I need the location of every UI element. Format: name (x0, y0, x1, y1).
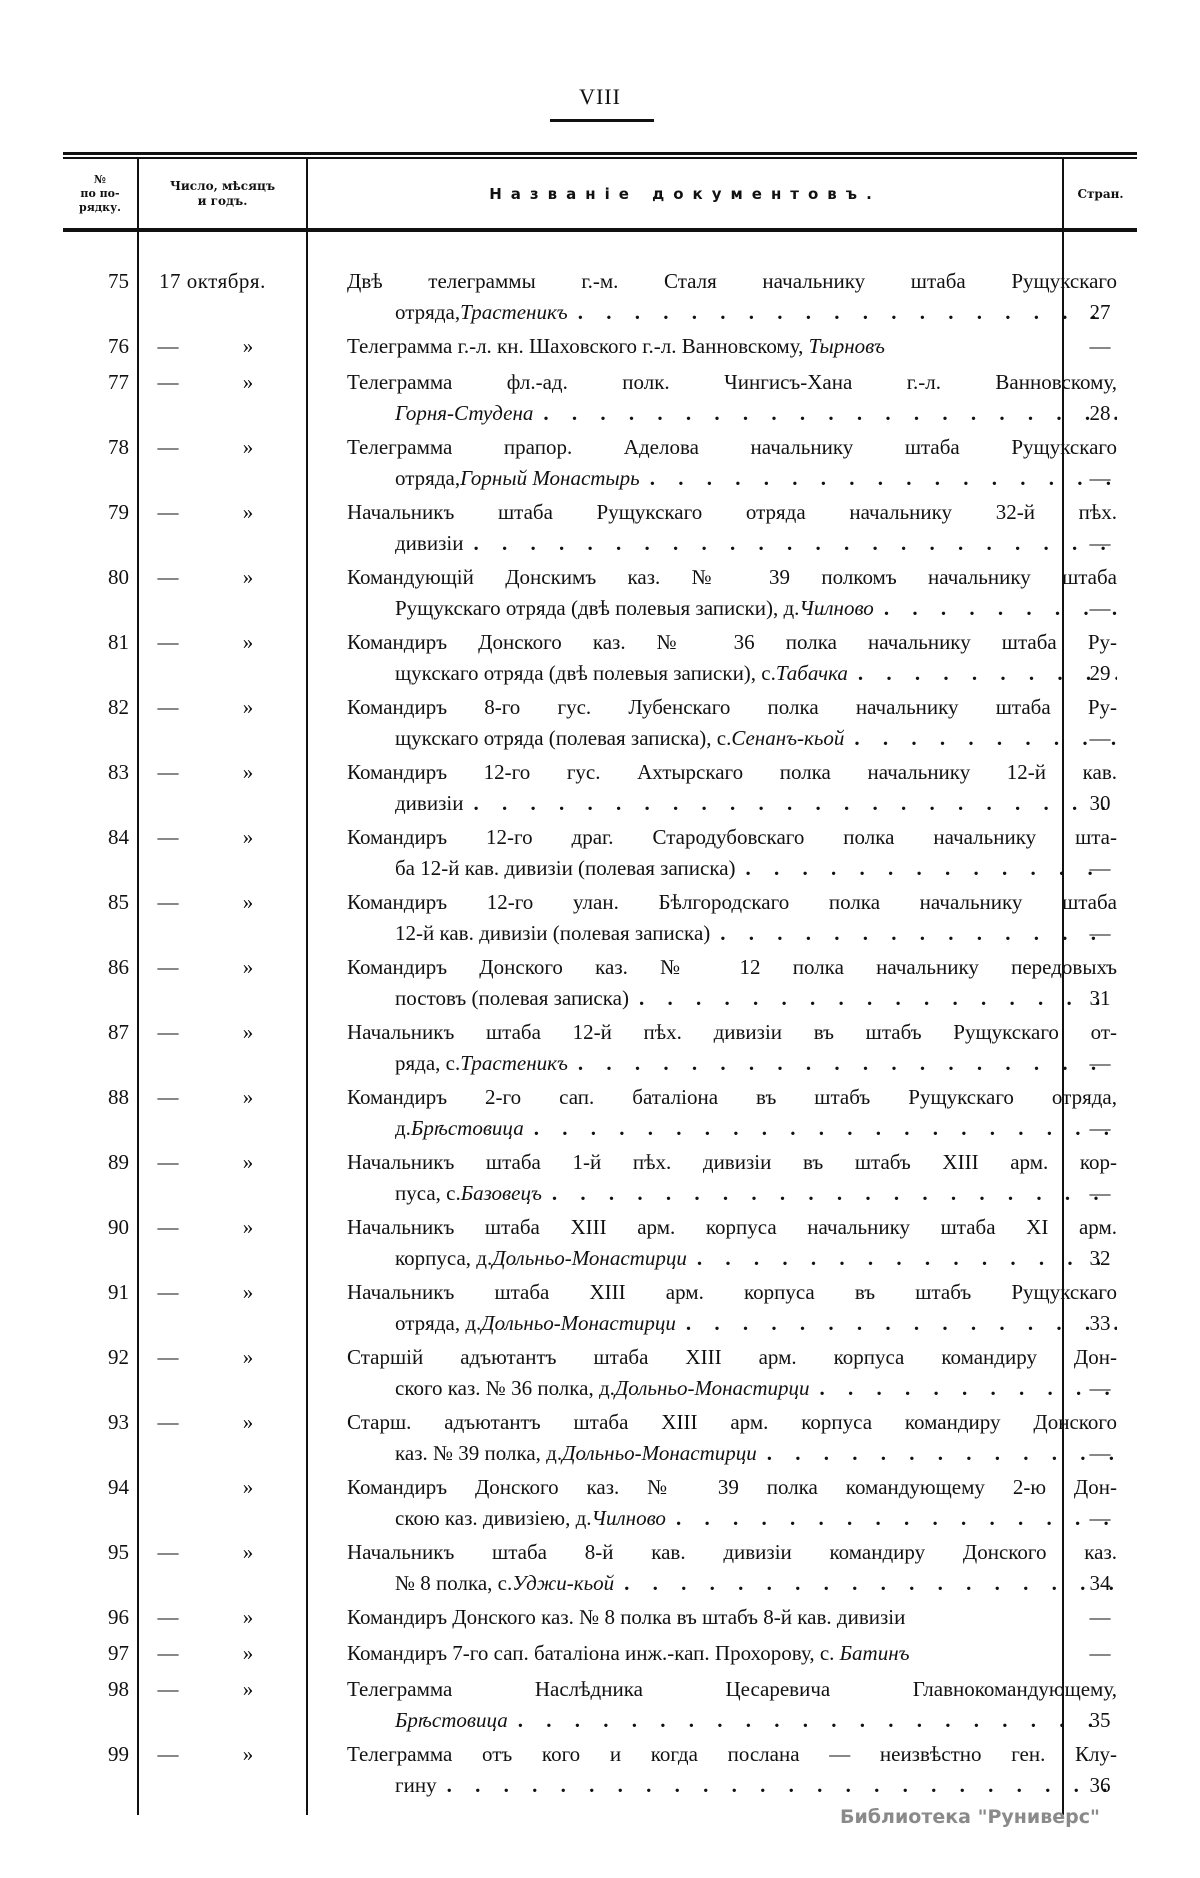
row-number: 92 (108, 1345, 129, 1369)
row-page-number: — (1089, 334, 1111, 358)
row-title-text: Командиръ Донского каз. № 8 полка въ штабъ 8-й кав. дивизіи (347, 1605, 906, 1629)
row-title-line (347, 1438, 1117, 1469)
row-date-ditto-dash: — (157, 825, 179, 849)
row-title-text: Командиръ 2-го сап. баталіона въ штабъ Рущукскаго отряда, (347, 1085, 1117, 1109)
table-row (63, 1143, 1137, 1208)
row-title-line (347, 1147, 1117, 1178)
row-title-text: Телеграмма Наслѣдника Цесаревича Главнокомандующему, (347, 1677, 1117, 1701)
row-date-ditto-mark: » (242, 565, 254, 589)
table-row (63, 1078, 1137, 1143)
table-row (63, 1468, 1137, 1533)
row-title-line (347, 1212, 1117, 1243)
row-title-text: Старшій адъютантъ штаба XIII арм. корпуса командиру Дон- (347, 1345, 1117, 1369)
row-title-text: Начальникъ штаба Рущукскаго отряда начальнику 32-й пѣх. (347, 500, 1117, 524)
row-title-text: Начальникъ штаба XIII арм. корпуса начальнику штаба XI арм. (347, 1215, 1117, 1239)
row-title-line (347, 593, 1117, 624)
row-title-place: Горня-Студена (395, 401, 534, 425)
row-number: 99 (108, 1742, 129, 1766)
row-date-ditto-mark: » (242, 825, 254, 849)
row-date-ditto-dash: — (157, 1641, 179, 1665)
table-row (63, 818, 1137, 883)
row-title-text: Командующій Донскимъ каз. № 39 полкомъ начальнику штаба (347, 565, 1117, 589)
row-date-ditto-mark: » (242, 500, 254, 524)
row-page-number: — (1089, 596, 1111, 620)
table-row (63, 1013, 1137, 1078)
row-title-text: ряда, с. (395, 1051, 461, 1075)
row-date-ditto-mark: » (242, 334, 254, 358)
row-number: 88 (108, 1085, 129, 1109)
row-document-title (347, 1017, 1117, 1079)
row-title-place: Горный Монастырь (460, 466, 640, 490)
row-title-line (347, 497, 1117, 528)
table-row (63, 363, 1137, 428)
row-title-text: Телеграмма г.-л. кн. Шаховского г.-л. Ванновскому, (347, 334, 809, 358)
row-title-line (347, 788, 1117, 819)
row-title-text: щукскаго отряда (полевая записка), с. (395, 726, 732, 750)
row-title-line (347, 887, 1117, 918)
row-title-line (347, 1017, 1117, 1048)
row-title-text: Начальникъ штаба 1-й пѣх. дивизіи въ штабъ XIII арм. кор- (347, 1150, 1117, 1174)
row-title-line (347, 432, 1117, 463)
row-number: 78 (108, 435, 129, 459)
table-row (63, 493, 1137, 558)
row-date-ditto-mark: » (242, 760, 254, 784)
row-document-title (347, 1602, 1117, 1633)
row-date-ditto-dash: — (157, 695, 179, 719)
row-title-line (347, 1373, 1117, 1404)
table-row (63, 428, 1137, 493)
row-document-title (347, 266, 1117, 328)
row-title-place: Чилново (591, 1506, 666, 1530)
row-title-line (347, 398, 1117, 429)
row-page-number: — (1089, 1506, 1111, 1530)
row-number: 79 (108, 500, 129, 524)
row-date-ditto-mark: » (242, 1742, 254, 1766)
header-number-label: № (94, 173, 106, 186)
row-page-number: 36 (1089, 1773, 1111, 1797)
dot-leader (666, 1503, 1117, 1534)
row-title-text: 12-й кав. дивизіи (полевая записка) (395, 921, 711, 945)
row-title-text: Начальникъ штаба XIII арм. корпуса въ штабъ Рущукскаго (347, 1280, 1117, 1304)
row-title-text: Двѣ телеграммы г.-м. Сталя начальнику штаба Рущукскаго (347, 269, 1117, 293)
row-title-text: отряда, (395, 300, 461, 324)
row-title-text: корпуса, д. (395, 1246, 493, 1270)
row-title-text: Командиръ 12-го гус. Ахтырскаго полка начальнику 12-й кав. (347, 760, 1117, 784)
dot-leader (640, 463, 1117, 494)
row-date: 17 октября. (159, 269, 266, 293)
row-title-line (347, 757, 1117, 788)
row-number: 86 (108, 955, 129, 979)
row-title-line (347, 1407, 1117, 1438)
row-number: 75 (108, 269, 129, 293)
row-date-ditto-mark: » (242, 1020, 254, 1044)
row-date-ditto-dash: — (157, 370, 179, 394)
row-date-ditto-dash: — (157, 1215, 179, 1239)
row-title-line (347, 983, 1117, 1014)
dot-leader (463, 788, 1117, 819)
dot-leader (533, 398, 1117, 429)
row-title-text: Телеграмма отъ кого и когда послана — неизвѣстно ген. Клу- (347, 1742, 1117, 1766)
row-page-number: 30 (1089, 791, 1111, 815)
row-title-place: Трастеникъ (460, 1051, 568, 1075)
row-number: 94 (108, 1475, 129, 1499)
row-date-ditto-mark: » (242, 1475, 254, 1499)
table-row (63, 623, 1137, 688)
row-title-place: Тырновъ (808, 334, 885, 358)
row-page-number: — (1089, 466, 1111, 490)
row-title-text: гину (395, 1773, 437, 1797)
row-page-number: — (1089, 1376, 1111, 1400)
dot-leader (710, 918, 1117, 949)
row-document-title (347, 1147, 1117, 1209)
row-number: 84 (108, 825, 129, 849)
row-number: 83 (108, 760, 129, 784)
row-document-title (347, 887, 1117, 949)
header-page-column: Стран. (1077, 187, 1124, 201)
row-title-text: щукскаго отряда (двѣ полевыя записки), с. (395, 661, 776, 685)
row-page-number: — (1089, 1116, 1111, 1140)
row-title-place: Табачка (775, 661, 848, 685)
row-number: 77 (108, 370, 129, 394)
row-title-text: отряда, д. (395, 1311, 482, 1335)
row-title-text: Командиръ Донского каз. № 36 полка начальнику штаба Ру- (347, 630, 1117, 654)
row-title-text: пуса, с. (395, 1181, 461, 1205)
row-title-line (347, 1082, 1117, 1113)
row-title-line (347, 1638, 1117, 1669)
row-number: 85 (108, 890, 129, 914)
row-title-line (347, 1342, 1117, 1373)
table-row (63, 262, 1137, 327)
row-document-title (347, 1212, 1117, 1274)
row-title-line (347, 918, 1117, 949)
header-date-label: Число, мѣсяцъ (169, 179, 276, 193)
row-title-text: Телеграмма прапор. Аделова начальнику штаба Рущукскаго (347, 435, 1117, 459)
row-document-title (347, 1472, 1117, 1534)
row-title-line (347, 822, 1117, 853)
row-page-number: — (1089, 1641, 1111, 1665)
row-title-text: Рущукскаго отряда (двѣ полевыя записки), д. (395, 596, 800, 620)
table-row (63, 1670, 1137, 1735)
row-title-line (347, 1113, 1117, 1144)
row-title-place: Дольньо-Монастирци (481, 1311, 676, 1335)
row-title-place: Дольньо-Монастирци (562, 1441, 757, 1465)
row-page-number: — (1089, 1181, 1111, 1205)
row-date-ditto-mark: » (242, 1641, 254, 1665)
row-date-ditto-mark: » (242, 1540, 254, 1564)
row-date-ditto-dash: — (157, 760, 179, 784)
table-row (63, 558, 1137, 623)
row-document-title (347, 1407, 1117, 1469)
row-document-title (347, 367, 1117, 429)
table-row (63, 1634, 1137, 1670)
row-title-line (347, 1705, 1117, 1736)
table-row (63, 753, 1137, 818)
row-page-number: — (1089, 921, 1111, 945)
row-date-ditto-mark: » (242, 1345, 254, 1369)
row-date-ditto-dash: — (157, 334, 179, 358)
row-date-ditto-mark: » (242, 695, 254, 719)
row-title-text: Командиръ 7-го сап. баталіона инж.-кап. Прохорову, с. (347, 1641, 840, 1665)
row-date-ditto-dash: — (157, 435, 179, 459)
dot-leader (614, 1568, 1117, 1599)
row-date-ditto-dash: — (157, 1605, 179, 1629)
row-date-ditto-dash: — (157, 1410, 179, 1434)
row-title-place: Трастеникъ (460, 300, 568, 324)
row-title-line (347, 1537, 1117, 1568)
row-title-text: № 8 полка, с. (395, 1571, 513, 1595)
row-title-place: Брѣстовица (410, 1116, 524, 1140)
row-document-title (347, 432, 1117, 494)
row-title-line (347, 853, 1117, 884)
row-title-place: Сенанъ-кьой (731, 726, 845, 750)
row-title-text: ского каз. № 36 полка, д. (395, 1376, 615, 1400)
row-document-title (347, 757, 1117, 819)
row-date-ditto-mark: » (242, 1605, 254, 1629)
row-page-number: — (1089, 531, 1111, 555)
row-title-text: Командиръ Донского каз. № 12 полка начальнику передовыхъ (347, 955, 1117, 979)
row-document-title (347, 1082, 1117, 1144)
table-row (63, 688, 1137, 753)
table-row (63, 1735, 1137, 1800)
row-number: 96 (108, 1605, 129, 1629)
row-title-line (347, 1243, 1117, 1274)
row-title-text: д. (395, 1116, 411, 1140)
row-page-number: 27 (1089, 300, 1111, 324)
row-title-line (347, 1674, 1117, 1705)
row-page-number: — (1089, 1441, 1111, 1465)
row-page-number: 33 (1089, 1311, 1111, 1335)
header-date-column (139, 160, 306, 228)
row-document-title (347, 331, 1117, 362)
header-date-label: и годъ. (197, 194, 248, 208)
row-number: 97 (108, 1641, 129, 1665)
row-title-line (347, 723, 1117, 754)
row-title-text: Начальникъ штаба 12-й пѣх. дивизіи въ штабъ Рущукскаго от- (347, 1020, 1117, 1044)
row-document-title (347, 627, 1117, 689)
row-title-text: каз. № 39 полка, д. (395, 1441, 563, 1465)
page-number: VIII (579, 84, 621, 109)
row-title-line (347, 1277, 1117, 1308)
row-title-place: Дольньо-Монастирци (492, 1246, 687, 1270)
row-page-number: 31 (1089, 986, 1111, 1010)
row-title-line (347, 658, 1117, 689)
row-title-line (347, 1770, 1117, 1801)
row-title-text: Командиръ 12-го улан. Бѣлгородскаго полка начальнику штаба (347, 890, 1117, 914)
row-title-text: Телеграмма фл.-ад. полк. Чингисъ-Хана г.-л. Ванновскому, (347, 370, 1117, 394)
row-page-number: 28 (1089, 401, 1111, 425)
row-number: 93 (108, 1410, 129, 1434)
dot-leader (687, 1243, 1117, 1274)
dot-leader (568, 297, 1117, 328)
header-number-label: по по- (80, 187, 120, 200)
row-date-ditto-mark: » (242, 630, 254, 654)
row-title-line (347, 367, 1117, 398)
dot-leader (568, 1048, 1117, 1079)
row-title-line (347, 528, 1117, 559)
table-row (63, 1533, 1137, 1598)
row-title-text: Старш. адъютантъ штаба XIII арм. корпуса командиру Донского (347, 1410, 1117, 1434)
row-title-line (347, 331, 1117, 362)
row-document-title (347, 952, 1117, 1014)
table-row (63, 948, 1137, 1013)
row-title-text: отряда, (395, 466, 461, 490)
row-date-ditto-dash: — (157, 1085, 179, 1109)
row-document-title (347, 1537, 1117, 1599)
row-date-ditto-dash: — (157, 1677, 179, 1701)
row-number: 81 (108, 630, 129, 654)
row-document-title (347, 1342, 1117, 1404)
row-title-line (347, 1308, 1117, 1339)
table-row (63, 1403, 1137, 1468)
row-title-line (347, 627, 1117, 658)
header-bottom-rule (63, 228, 1137, 232)
row-title-line (347, 1602, 1117, 1633)
table-body (63, 262, 1137, 1800)
row-document-title (347, 1638, 1117, 1669)
row-title-text: дивизіи (395, 791, 464, 815)
row-page-number: — (1089, 1051, 1111, 1075)
row-number: 98 (108, 1677, 129, 1701)
row-date-ditto-mark: » (242, 435, 254, 459)
dot-leader (508, 1705, 1117, 1736)
row-date-ditto-mark: » (242, 1410, 254, 1434)
row-title-line (347, 297, 1117, 328)
row-number: 89 (108, 1150, 129, 1174)
row-title-text: Командиръ 8-го гус. Лубенскаго полка начальнику штаба Ру- (347, 695, 1117, 719)
row-date-ditto-dash: — (157, 890, 179, 914)
row-document-title (347, 822, 1117, 884)
row-page-number: 29 (1089, 661, 1111, 685)
row-title-place: Базовецъ (460, 1181, 542, 1205)
row-number: 95 (108, 1540, 129, 1564)
dot-leader (629, 983, 1117, 1014)
row-title-line (347, 562, 1117, 593)
row-title-text: скою каз. дивизіею, д. (395, 1506, 592, 1530)
row-document-title (347, 1277, 1117, 1339)
row-date-ditto-dash: — (157, 1345, 179, 1369)
row-document-title (347, 1674, 1117, 1736)
row-date-ditto-dash: — (157, 500, 179, 524)
row-title-text: Начальникъ штаба 8-й кав. дивизіи командиру Донского каз. (347, 1540, 1117, 1564)
row-title-line (347, 463, 1117, 494)
row-number: 91 (108, 1280, 129, 1304)
row-title-place: Батинъ (839, 1641, 910, 1665)
row-number: 82 (108, 695, 129, 719)
row-title-line (347, 1048, 1117, 1079)
row-title-line (347, 266, 1117, 297)
table-row (63, 1338, 1137, 1403)
row-title-place: Брѣстовица (395, 1708, 508, 1732)
row-number: 90 (108, 1215, 129, 1239)
row-date-ditto-mark: » (242, 1677, 254, 1701)
row-number: 87 (108, 1020, 129, 1044)
row-date-ditto-mark: » (242, 1280, 254, 1304)
row-number: 80 (108, 565, 129, 589)
row-title-line (347, 1568, 1117, 1599)
row-title-text: ба 12-й кав. дивизіи (полевая записка) (395, 856, 736, 880)
watermark: Библиотека "Руниверс" (840, 1806, 1100, 1828)
row-date-ditto-dash: — (157, 1540, 179, 1564)
row-title-text: Командиръ 12-го драг. Стародубовскаго полка начальнику шта- (347, 825, 1117, 849)
row-document-title (347, 562, 1117, 624)
row-title-line (347, 1472, 1117, 1503)
row-title-text: Командиръ Донского каз. № 39 полка командующему 2-ю Дон- (347, 1475, 1117, 1499)
row-document-title (347, 692, 1117, 754)
row-page-number: 35 (1089, 1708, 1111, 1732)
row-date-ditto-dash: — (157, 1280, 179, 1304)
table-top-rule-thin (63, 157, 1137, 159)
row-title-line (347, 692, 1117, 723)
row-date-ditto-mark: » (242, 955, 254, 979)
table-top-rule (63, 152, 1137, 155)
row-title-text: дивизіи (395, 531, 464, 555)
row-page-number: — (1089, 726, 1111, 750)
page-number-underline (550, 119, 654, 122)
dot-leader (736, 853, 1117, 884)
row-document-title (347, 1739, 1117, 1801)
row-title-line (347, 1503, 1117, 1534)
table-row (63, 1273, 1137, 1338)
row-date-ditto-mark: » (242, 1150, 254, 1174)
dot-leader (542, 1178, 1117, 1209)
row-date-ditto-dash: — (157, 955, 179, 979)
row-date-ditto-dash: — (157, 630, 179, 654)
header-title-column: Названіе документовъ. (489, 185, 881, 203)
table-row (63, 1208, 1137, 1273)
row-title-line (347, 1739, 1117, 1770)
header-number-label: рядку. (79, 201, 121, 214)
dot-leader (437, 1770, 1117, 1801)
dot-leader (463, 528, 1117, 559)
header-number-column (63, 160, 137, 228)
row-date-ditto-mark: » (242, 1215, 254, 1239)
dot-leader (524, 1113, 1117, 1144)
row-page-number: 34 (1089, 1571, 1111, 1595)
row-date-ditto-dash: — (157, 1150, 179, 1174)
table-row (63, 327, 1137, 363)
row-date-ditto-mark: » (242, 1085, 254, 1109)
dot-leader (676, 1308, 1117, 1339)
row-title-place: Дольньо-Монастирци (614, 1376, 810, 1400)
row-date-ditto-mark: » (242, 370, 254, 394)
row-number: 76 (108, 334, 129, 358)
row-title-place: Чилново (799, 596, 874, 620)
row-document-title (347, 497, 1117, 559)
row-title-line (347, 1178, 1117, 1209)
row-page-number: 32 (1089, 1246, 1111, 1270)
row-date-ditto-dash: — (157, 1020, 179, 1044)
row-date-ditto-dash: — (157, 1742, 179, 1766)
table-row (63, 1598, 1137, 1634)
row-title-line (347, 952, 1117, 983)
row-date-ditto-mark: » (242, 890, 254, 914)
row-date-ditto-dash: — (157, 565, 179, 589)
table-row (63, 883, 1137, 948)
row-title-place: Уджи-кьой (512, 1571, 615, 1595)
row-page-number: — (1089, 856, 1111, 880)
row-page-number: — (1089, 1605, 1111, 1629)
row-title-text: постовъ (полевая записка) (395, 986, 629, 1010)
